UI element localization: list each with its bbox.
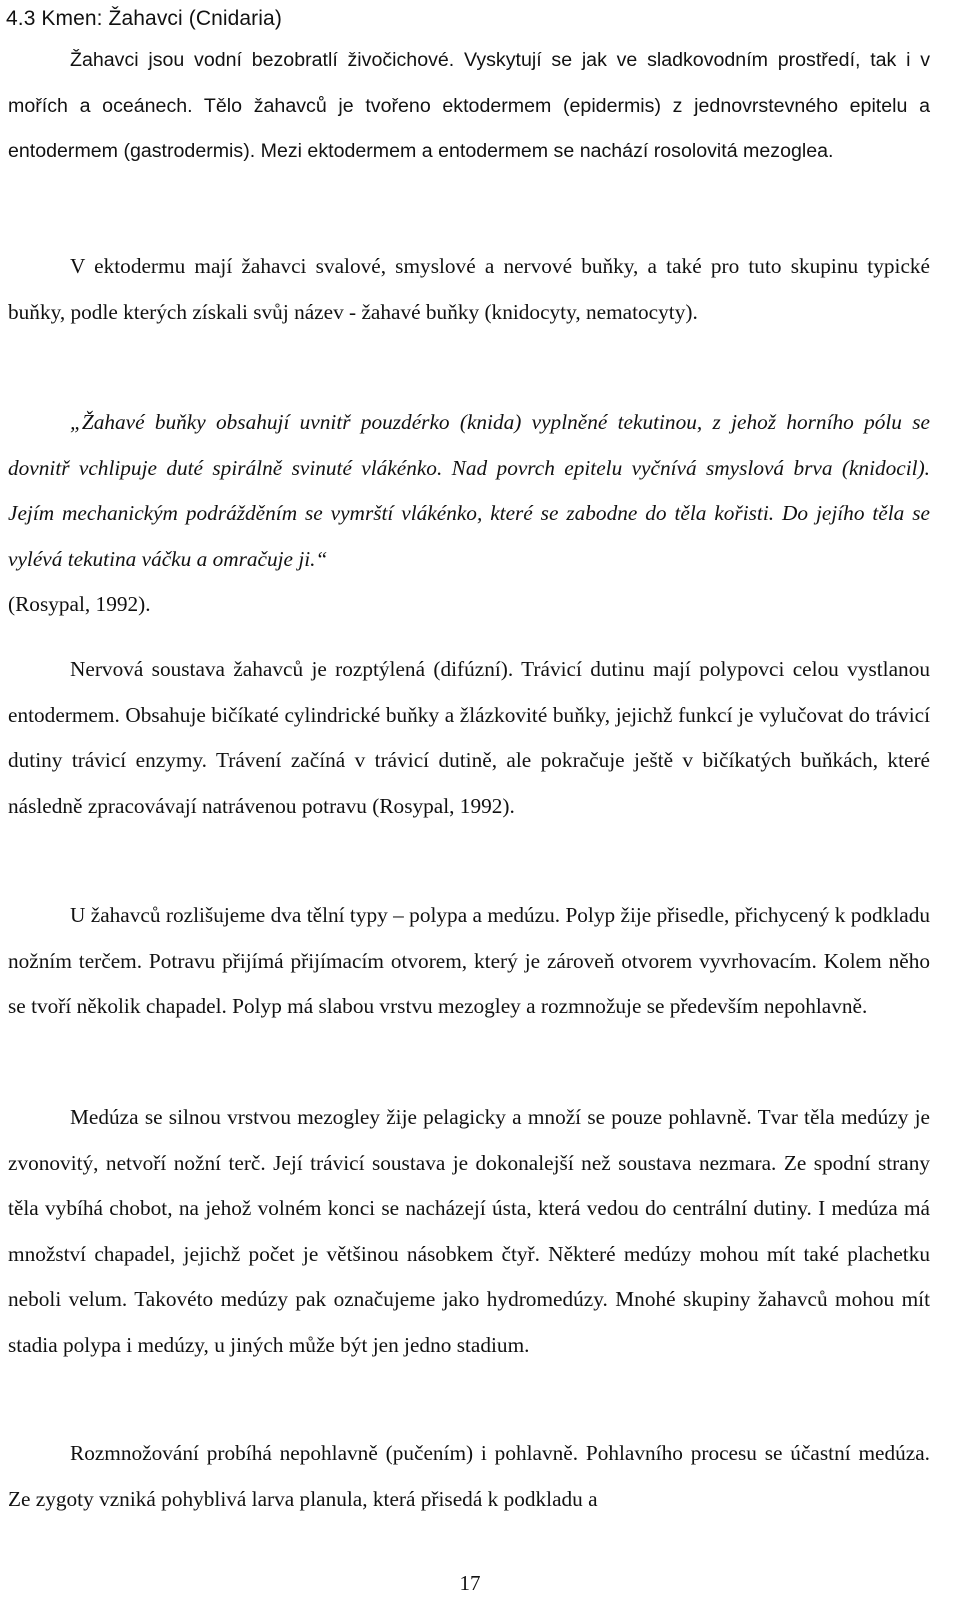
paragraph-quote [8,400,930,628]
quote-text: „Žahavé buňky obsahují uvnitř pouzdérko (knida) vyplněné tekutinou, z jehož horního pólu se dovnitř vchlipuje duté spirálně svinuté vlákénko. Nad povrch epitelu vyčnívá smyslová brva (knidocil). Jejím mechanickým podrážděním se vymrští vlákénko, které se zabodne do těla kořisti. Do jejího těla se vylévá tekutina váčku a omračuje ji.“ [8,410,930,571]
page-number: 17 [459,1571,481,1595]
paragraph-medusa: Medúza se silnou vrstvou mezogley žije pelagicky a množí se pouze pohlavně. Tvar těla medúzy je zvonovitý, netvoří nožní terč. Její trávicí soustava je dokonalejší než soustava nezmara. Ze spodní strany těla vybíhá chobot, na jehož volném konci se nacházejí ústa, která vedou do centrální dutiny. I medúza má množství chapadel, jejichž počet je většinou násobkem čtyř. Některé medúzy mohou mít také plachetku neboli velum. Takovéto medúzy pak označujeme jako hydromedúzy. Mnohé skupiny žahavců mohou mít stadia polypa i medúzy, u jiných může být jen jedno stadium. [8,1105,930,1357]
paragraph-intro: Žahavci jsou vodní bezobratlí živočichové. Vyskytují se jak ve sladkovodním prostředí, tak i v mořích a oceánech. Tělo žahavců je tvořeno ektodermem (epidermis) z jednovrstevného epitelu a entodermem (gastrodermis). Mezi ektodermem a entodermem se nachází rosolovitá mezoglea. [8,49,930,163]
section-heading: 4.3 Kmen: Žahavci (Cnidaria) [6,7,282,30]
paragraph-ectoderm-cells: V ektodermu mají žahavci svalové, smyslové a nervové buňky, a také pro tuto skupinu typické buňky, podle kterých získali svůj název - žahavé buňky (knidocyty, nematocyty). [8,254,930,324]
quote-citation: (Rosypal, 1992). [8,592,151,617]
paragraph-nervous-digestive: Nervová soustava žahavců je rozptýlená (difúzní). Trávicí dutinu mají polypovci celou vystlanou entodermem. Obsahuje bičíkaté cylindrické buňky a žlázkovité buňky, jejichž funkcí je vylučovat do trávicí dutiny trávicí enzymy. Trávení začíná v trávicí dutině, ale pokračuje ještě v bičíkatých buňkách, které následně zpracovávají natrávenou potravu (Rosypal, 1992). [8,657,930,818]
paragraph-reproduction: Rozmnožování probíhá nepohlavně (pučením) i pohlavně. Pohlavního procesu se účastní medúza. Ze zygoty vzniká pohyblivá larva planula, která přisedá k podkladu a [8,1441,930,1511]
paragraph-body-types: U žahavců rozlišujeme dva tělní typy – polypa a medúzu. Polyp žije přisedle, přichycený k podkladu nožním terčem. Potravu přijímá přijímacím otvorem, který je zároveň otvorem vyvrhovacím. Kolem něho se tvoří několik chapadel. Polyp má slabou vrstvu mezogley a rozmnožuje se především nepohlavně. [8,903,930,1019]
